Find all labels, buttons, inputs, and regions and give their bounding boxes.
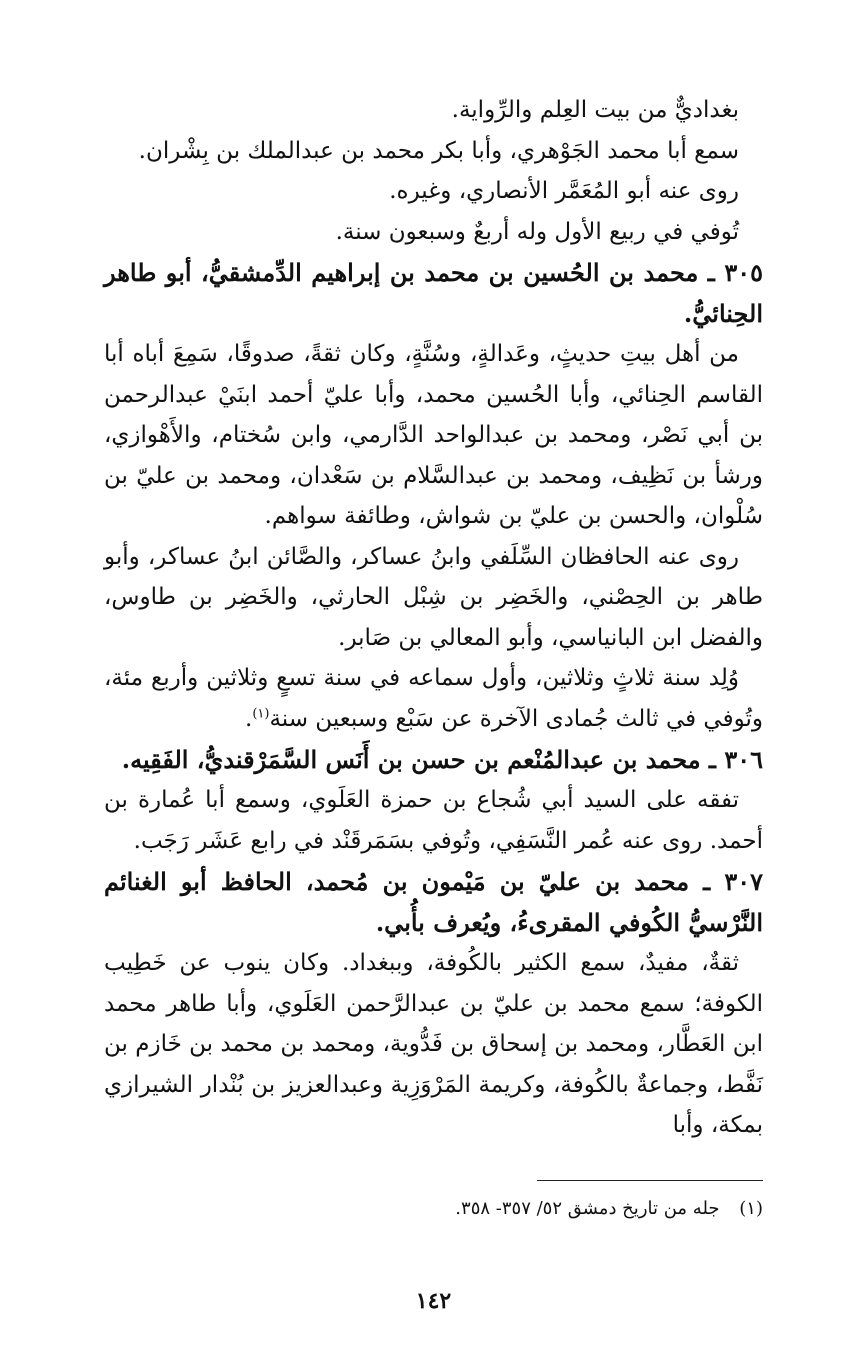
footnote-marker: (١) bbox=[739, 1198, 763, 1219]
paragraph-305-birth-death bbox=[104, 658, 763, 739]
entry-heading-305: ٣٠٥ ـ محمد بن الحُسين بن محمد بن إبراهيم الدِّمشقيُّ، أبو طاهر الحِنائيُّ. bbox=[104, 258, 763, 328]
paragraph-heard-from: سمع أبا محمد الجَوْهري، وأبا بكر محمد بن عبدالملك بن بِشْران. bbox=[138, 137, 739, 164]
entry-heading-306: ٣٠٦ ـ محمد بن عبدالمُنْعم بن حسن بن أَنَس السَّمَرْقنديُّ، الفَقِيه. bbox=[121, 745, 763, 774]
paragraph-death: تُوفي في ربيع الأول وله أربعٌ وسبعون سنة. bbox=[335, 218, 739, 245]
paragraph-305-students: روى عنه الحافظان السِّلَفي وابنُ عساكر، والصَّائن ابنُ عساكر، وأبو طاهر بن الحِصْني، والخَضِر بن شِبْل الحارثي، والخَضِر بن طاوس، والفضل ابن البانياسي، وأبو المعالي بن صَابر. bbox=[104, 543, 763, 651]
footnote-divider bbox=[537, 1180, 763, 1181]
footnote-text: جله من تاريخ دمشق ٥٢/ ٣٥٧- ٣٥٨. bbox=[455, 1198, 720, 1219]
paragraph-306-body: تفقه على السيد أبي شُجاع بن حمزة العَلَوي، وسمع أبا عُمارة بن أحمد. روى عنه عُمر النَّسَفِي، وتُوفي بسَمَرقَنْد في رابع عَشَر رَجَب. bbox=[104, 787, 763, 854]
paragraph-305-teachers: من أهل بيتِ حديثٍ، وعَدالةٍ، وسُنَّةٍ، وكان ثقةً، صدوقًا، سَمِعَ أباه أبا القاسم الحِنائي، وأبا الحُسين محمد، وأبا عليّ أحمد ابنَيْ عبدالرحمن بن أبي نَصْر، ومحمد بن عبدالواحد الدَّارمي، وابن سُختام، والأَهْوازي، ورشأ بن نَظِيف، ومحمد بن عبدالسَّلام بن سَعْدان، ومحمد بن عليّ بن سُلْوان، والحسن بن عليّ بن شواش، وطائفة سواهم. bbox=[104, 341, 763, 529]
footnote-reference: (١) bbox=[252, 705, 270, 721]
paragraph-305-end-mark: . bbox=[245, 705, 253, 732]
paragraph-307-body: ثقةٌ، مفيدٌ، سمع الكثير بالكُوفة، وببغداد. وكان ينوب عن خَطِيب الكوفة؛ سمع محمد بن عليّ بن عبدالرَّحمن العَلَوي، وأبا طاهر محمد ابن العَطَّار، ومحمد بن إسحاق بن فَدُّوية، ومحمد بن محمد بن خَازم بن نَفَّط، وجماعةٌ بالكُوفة، وكريمة المَرْوَزِية وعبدالعزيز بن بُنْدار الشيرازي بمكة، وأبا bbox=[104, 950, 763, 1138]
paragraph-biography-line: بغداديٌّ من بيت العِلم والرِّواية. bbox=[451, 97, 739, 123]
page-number: ١٤٢ bbox=[415, 1288, 452, 1314]
paragraph-narrated-by: روى عنه أبو المُعَمَّر الأنصاري، وغيره. bbox=[389, 178, 739, 204]
paragraph-305-birth-death-text: وُلِد سنة ثلاثٍ وثلاثين، وأول سماعه في سنة تسعٍ وثلاثين وأربع مئة، وتُوفي في ثالث جُمادى الآخرة عن سَبْع وسبعين سنة bbox=[104, 665, 763, 732]
footnote bbox=[104, 1194, 763, 1224]
main-text bbox=[104, 90, 763, 1146]
entry-heading-307: ٣٠٧ ـ محمد بن عليّ بن مَيْمون بن مُحمد، الحافظ أبو الغنائم النَّرْسيُّ الكُوفي المقرىءُ، ويُعرف بأُبي. bbox=[104, 867, 763, 937]
